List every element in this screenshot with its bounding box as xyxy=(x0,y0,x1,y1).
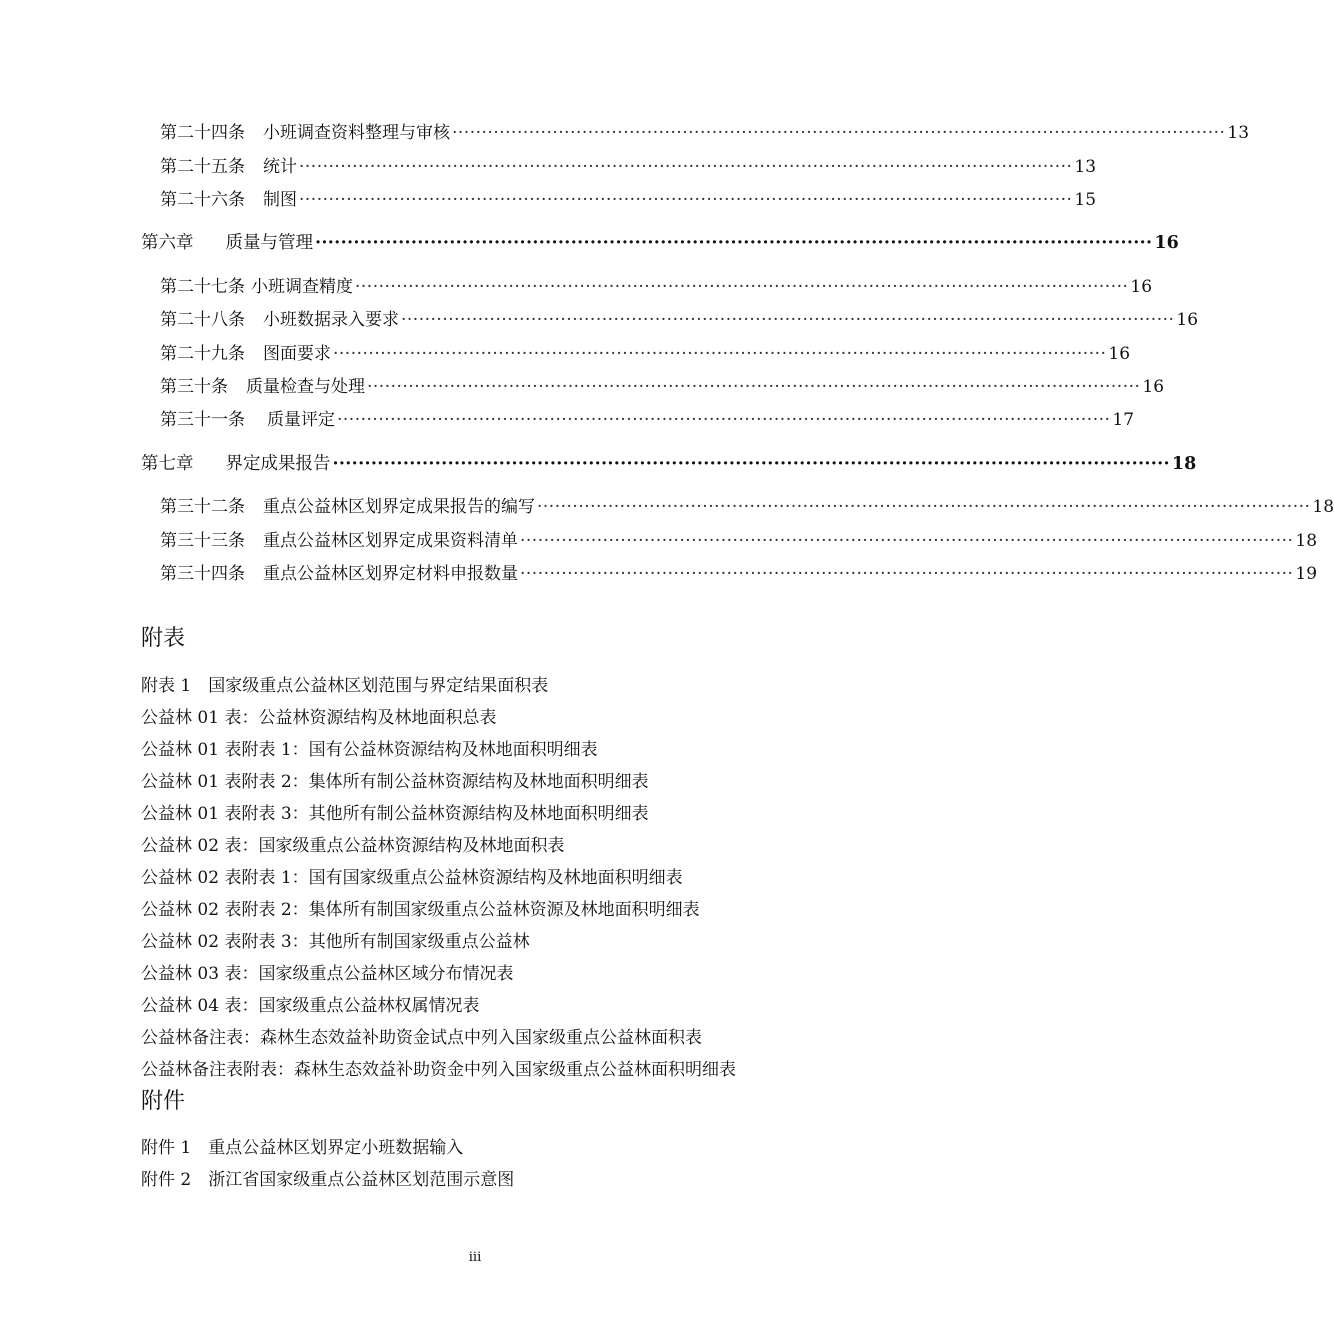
toc-entry[interactable] xyxy=(160,156,1097,178)
toc-leader: ··································································································································· xyxy=(537,497,1311,517)
toc-title: 小班调查精度 xyxy=(251,277,353,297)
toc-title: 重点公益林区划界定成果资料清单 xyxy=(263,531,518,551)
toc-number: 第六章 xyxy=(141,233,194,253)
toc-entry[interactable] xyxy=(160,276,1153,298)
toc-page-number: 18 xyxy=(1295,531,1318,551)
toc-number: 第三十条 xyxy=(160,377,228,397)
toc-number: 第二十六条 xyxy=(160,190,245,210)
toc-leader: ··································································································································· xyxy=(520,564,1294,584)
toc-entry[interactable] xyxy=(160,309,1199,331)
toc-page-number: 16 xyxy=(1130,277,1153,297)
toc-page-number: 16 xyxy=(1176,310,1199,330)
toc-page-number: 16 xyxy=(1142,377,1165,397)
toc-entry[interactable] xyxy=(160,496,1334,518)
toc-number: 第七章 xyxy=(141,454,194,474)
toc-entry[interactable] xyxy=(160,189,1097,211)
toc-number: 第二十七条 xyxy=(160,277,245,297)
toc-title: 图面要求 xyxy=(263,344,331,364)
appendix-table-item[interactable]: 公益林 01 表附表 1：国有公益林资源结构及林地面积明细表 xyxy=(141,740,598,760)
toc-entry[interactable] xyxy=(160,343,1131,365)
attachment-item[interactable]: 附件 2 浙江省国家级重点公益林区划范围示意图 xyxy=(141,1170,515,1190)
attachment-item[interactable]: 附件 1 重点公益林区划界定小班数据输入 xyxy=(141,1138,464,1158)
toc-page-number: 18 xyxy=(1312,497,1334,517)
toc-title: 质量检查与处理 xyxy=(246,377,365,397)
toc-title: 统计 xyxy=(263,157,297,177)
toc-page-number: 18 xyxy=(1171,454,1197,474)
toc-entry[interactable] xyxy=(160,409,1135,431)
toc-leader: ··································································································································· xyxy=(401,310,1175,330)
appendix-table-item[interactable]: 附表 1 国家级重点公益林区划范围与界定结果面积表 xyxy=(141,676,549,696)
toc-leader: ··································································································································· xyxy=(299,190,1073,210)
toc-title: 界定成果报告 xyxy=(225,454,331,474)
toc-number: 第二十四条 xyxy=(160,123,245,143)
toc-leader: ··································································································································· xyxy=(452,123,1226,143)
toc-chapter-entry[interactable] xyxy=(141,453,1197,475)
toc-leader: ··································································································································· xyxy=(333,344,1107,364)
toc-title: 小班调查资料整理与审核 xyxy=(263,123,450,143)
toc-number: 第二十九条 xyxy=(160,344,245,364)
toc-number: 第二十八条 xyxy=(160,310,245,330)
appendix-table-item[interactable]: 公益林 03 表：国家级重点公益林区域分布情况表 xyxy=(141,964,514,984)
toc-chapter-entry[interactable] xyxy=(141,232,1179,254)
toc-number: 第三十一条 xyxy=(160,410,245,430)
toc-entry[interactable] xyxy=(160,122,1250,144)
page-number: iii xyxy=(468,1250,482,1265)
toc-entry[interactable] xyxy=(160,563,1318,585)
toc-leader: ··································································································································· xyxy=(332,454,1170,474)
appendix-table-item[interactable]: 公益林 02 表：国家级重点公益林资源结构及林地面积表 xyxy=(141,836,565,856)
toc-leader: ··································································································································· xyxy=(367,377,1141,397)
toc-leader: ··································································································································· xyxy=(315,233,1153,253)
toc-title: 重点公益林区划界定成果报告的编写 xyxy=(263,497,535,517)
appendix-table-item[interactable]: 公益林 02 表附表 2：集体所有制国家级重点公益林资源及林地面积明细表 xyxy=(141,900,700,920)
appendix-table-item[interactable]: 公益林 02 表附表 3：其他所有制国家级重点公益林 xyxy=(141,932,530,952)
toc-entry[interactable] xyxy=(160,530,1318,552)
appendix-table-item[interactable]: 公益林备注表附表：森林生态效益补助资金中列入国家级重点公益林面积明细表 xyxy=(141,1060,736,1080)
toc-leader: ··································································································································· xyxy=(337,410,1111,430)
toc-title: 重点公益林区划界定材料申报数量 xyxy=(263,564,518,584)
toc-title: 制图 xyxy=(263,190,297,210)
toc-number: 第三十四条 xyxy=(160,564,245,584)
toc-number: 第二十五条 xyxy=(160,157,245,177)
toc-page-number: 13 xyxy=(1227,123,1250,143)
toc-title: 小班数据录入要求 xyxy=(263,310,399,330)
toc-leader: ··································································································································· xyxy=(520,531,1294,551)
toc-number: 第三十三条 xyxy=(160,531,245,551)
appendix-table-item[interactable]: 公益林 01 表：公益林资源结构及林地面积总表 xyxy=(141,708,497,728)
toc-title: 质量评定 xyxy=(267,410,335,430)
toc-page-number: 19 xyxy=(1295,564,1318,584)
appendix-table-item[interactable]: 公益林 02 表附表 1：国有国家级重点公益林资源结构及林地面积明细表 xyxy=(141,868,683,888)
appendix-tables-heading: 附表 xyxy=(141,626,186,651)
appendix-table-item[interactable]: 公益林 01 表附表 3：其他所有制公益林资源结构及林地面积明细表 xyxy=(141,804,649,824)
toc-page-number: 13 xyxy=(1074,157,1097,177)
attachments-heading: 附件 xyxy=(141,1089,186,1114)
toc-leader: ··································································································································· xyxy=(355,277,1129,297)
appendix-table-item[interactable]: 公益林 01 表附表 2：集体所有制公益林资源结构及林地面积明细表 xyxy=(141,772,649,792)
toc-leader: ··································································································································· xyxy=(299,157,1073,177)
toc-page-number: 17 xyxy=(1112,410,1135,430)
toc-number: 第三十二条 xyxy=(160,497,245,517)
toc-page-number: 16 xyxy=(1154,233,1179,253)
toc-page-number: 15 xyxy=(1074,190,1097,210)
toc-page-number: 16 xyxy=(1108,344,1131,364)
appendix-table-item[interactable]: 公益林备注表：森林生态效益补助资金试点中列入国家级重点公益林面积表 xyxy=(141,1028,702,1048)
toc-title: 质量与管理 xyxy=(225,233,313,253)
toc-entry[interactable] xyxy=(160,376,1165,398)
appendix-table-item[interactable]: 公益林 04 表：国家级重点公益林权属情况表 xyxy=(141,996,480,1016)
